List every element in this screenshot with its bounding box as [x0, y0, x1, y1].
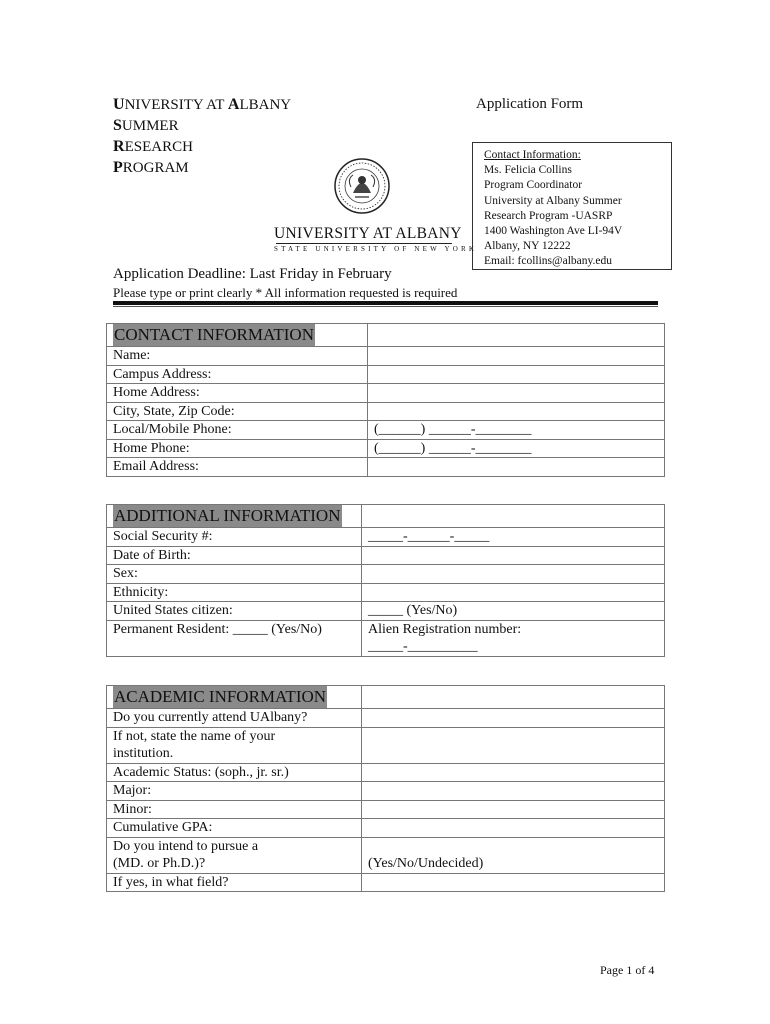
field-label: Ethnicity:: [107, 583, 362, 602]
alien-registration-blank: _____-__________: [368, 639, 478, 654]
field-label: Sex:: [107, 565, 362, 584]
campus-address-field[interactable]: [368, 365, 665, 384]
section-title: ACADEMIC INFORMATION: [114, 687, 327, 706]
field-label: Cumulative GPA:: [107, 819, 362, 838]
contact-box-line: Program Coordinator: [484, 179, 583, 192]
institution-field[interactable]: [362, 727, 665, 763]
table-row: [107, 421, 665, 440]
email-field[interactable]: [368, 458, 665, 477]
header-divider: [113, 301, 658, 305]
table-row: [107, 782, 665, 801]
table-row: [107, 458, 665, 477]
field-value[interactable]: [368, 324, 665, 347]
program-title-line-2: SUMMER: [113, 117, 179, 134]
wordmark-sub: STATE UNIVERSITY OF NEW YORK: [274, 245, 478, 253]
field-label: Do you currently attend UAlbany?: [107, 709, 362, 728]
table-row: [107, 620, 665, 656]
contact-box-line: Ms. Felicia Collins: [484, 164, 572, 177]
field-label: Do you intend to pursue a (MD. or Ph.D.)?: [107, 837, 362, 873]
university-seal-icon: [333, 157, 391, 215]
ssn-field[interactable]: _____-______-_____: [362, 528, 665, 547]
section-header-row: [107, 505, 665, 528]
mobile-phone-field[interactable]: (______) ______-________: [368, 421, 665, 440]
table-row: [107, 602, 665, 621]
contact-box-line: Email: fcollins@albany.edu: [484, 255, 613, 268]
field-value[interactable]: [362, 686, 665, 709]
degree-field-input[interactable]: [362, 873, 665, 892]
contact-box-line: 1400 Washington Ave LI-94V: [484, 225, 623, 238]
field-label: Academic Status: (soph., jr. sr.): [107, 763, 362, 782]
field-label: Name:: [107, 347, 368, 366]
table-row: [107, 546, 665, 565]
sex-field[interactable]: [362, 565, 665, 584]
instructions-note: Please type or print clearly * All information requested is required: [113, 285, 458, 300]
field-label: If not, state the name of your institution.: [107, 727, 362, 763]
us-citizen-field[interactable]: _____ (Yes/No): [362, 602, 665, 621]
field-label: Email Address:: [107, 458, 368, 477]
contact-box-line: Research Program -UASRP: [484, 209, 613, 222]
table-row: [107, 763, 665, 782]
program-title-line-3: RESEARCH: [113, 138, 193, 155]
pursue-degree-field[interactable]: (Yes/No/Undecided): [362, 837, 665, 873]
table-row: [107, 800, 665, 819]
table-row: [107, 528, 665, 547]
section-header-row: [107, 324, 665, 347]
section-title: CONTACT INFORMATION: [114, 325, 314, 344]
field-label: Campus Address:: [107, 365, 368, 384]
table-row: [107, 709, 665, 728]
contact-box-heading: Contact Information:: [484, 149, 581, 161]
ethnicity-field[interactable]: [362, 583, 665, 602]
table-row: [107, 819, 665, 838]
table-row: [107, 402, 665, 421]
field-label: Minor:: [107, 800, 362, 819]
contact-box-line: Albany, NY 12222: [484, 240, 571, 253]
table-row: [107, 365, 665, 384]
program-title-line-4: PROGRAM: [113, 159, 189, 176]
alien-registration-label: Alien Registration number:: [368, 621, 522, 637]
field-label: Date of Birth:: [107, 546, 362, 565]
table-row: [107, 837, 665, 873]
field-label: Home Address:: [107, 384, 368, 403]
field-value[interactable]: [362, 505, 665, 528]
table-row: [107, 727, 665, 763]
field-label: Home Phone:: [107, 439, 368, 458]
application-deadline: Application Deadline: Last Friday in February: [113, 266, 392, 282]
field-label: Local/Mobile Phone:: [107, 421, 368, 440]
field-label: Permanent Resident: _____ (Yes/No): [107, 620, 362, 656]
name-field[interactable]: [368, 347, 665, 366]
form-title: Application Form: [476, 96, 584, 112]
major-field[interactable]: [362, 782, 665, 801]
table-row: [107, 384, 665, 403]
minor-field[interactable]: [362, 800, 665, 819]
field-label: Social Security #:: [107, 528, 362, 547]
field-label: Major:: [107, 782, 362, 801]
section-header-row: [107, 686, 665, 709]
table-row: [107, 439, 665, 458]
additional-information-table: [106, 504, 665, 657]
field-label: If yes, in what field?: [107, 873, 362, 892]
contact-box-line: University at Albany Summer: [484, 194, 622, 207]
program-title-line-1: UNIVERSITY AT ALBANY: [113, 96, 292, 113]
academic-status-field[interactable]: [362, 763, 665, 782]
gpa-field[interactable]: [362, 819, 665, 838]
alien-registration-field[interactable]: [362, 620, 665, 656]
section-title: ADDITIONAL INFORMATION: [114, 506, 341, 525]
field-label: United States citizen:: [107, 602, 362, 621]
table-row: [107, 347, 665, 366]
contact-info-box: [472, 142, 672, 270]
attend-ualbany-field[interactable]: [362, 709, 665, 728]
wordmark-main: UNIVERSITY AT ALBANY: [274, 225, 462, 242]
wordmark-rule: [276, 243, 452, 244]
contact-information-table: [106, 323, 665, 477]
home-phone-field[interactable]: (______) ______-________: [368, 439, 665, 458]
date-of-birth-field[interactable]: [362, 546, 665, 565]
table-row: [107, 565, 665, 584]
table-row: [107, 583, 665, 602]
city-state-zip-field[interactable]: [368, 402, 665, 421]
field-label: City, State, Zip Code:: [107, 402, 368, 421]
header-divider-thin: [113, 306, 658, 307]
home-address-field[interactable]: [368, 384, 665, 403]
academic-information-table: [106, 685, 665, 892]
table-row: [107, 873, 665, 892]
page-number: Page 1 of 4: [600, 963, 655, 977]
university-wordmark: [274, 225, 478, 254]
